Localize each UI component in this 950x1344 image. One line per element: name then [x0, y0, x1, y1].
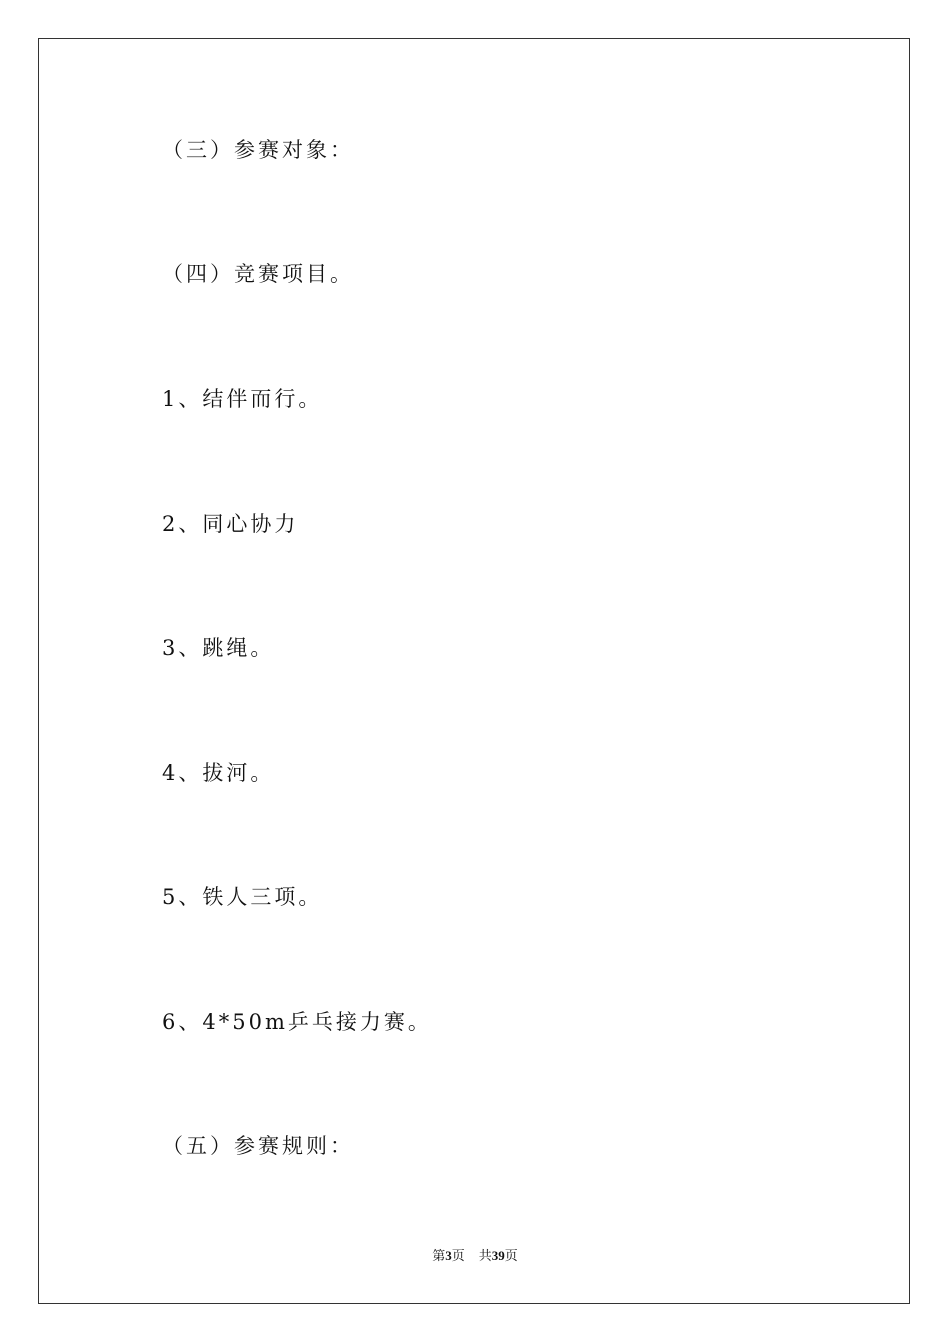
event-item-3: 3、跳绳。	[162, 636, 275, 660]
section-heading-events: （四）竞赛项目。	[162, 262, 354, 286]
total-prefix: 共	[478, 1248, 492, 1263]
event-item-6: 6、4*50m乒乓接力赛。	[162, 1010, 432, 1034]
event-item-1: 1、结伴而行。	[162, 387, 323, 411]
event-item-4: 4、拔河。	[162, 761, 275, 785]
total-suffix: 页	[504, 1248, 518, 1263]
page-footer	[0, 1247, 950, 1265]
total-pages: 39	[491, 1248, 505, 1263]
page-suffix: 页	[451, 1248, 465, 1263]
page-border	[38, 38, 910, 1304]
page-number: 3	[445, 1248, 452, 1263]
section-heading-participants: （三）参赛对象：	[162, 138, 354, 162]
page-prefix: 第	[432, 1248, 446, 1263]
event-item-5: 5、铁人三项。	[162, 885, 323, 909]
section-heading-rules: （五）参赛规则：	[162, 1134, 354, 1158]
event-item-2: 2、同心协力	[162, 512, 299, 536]
